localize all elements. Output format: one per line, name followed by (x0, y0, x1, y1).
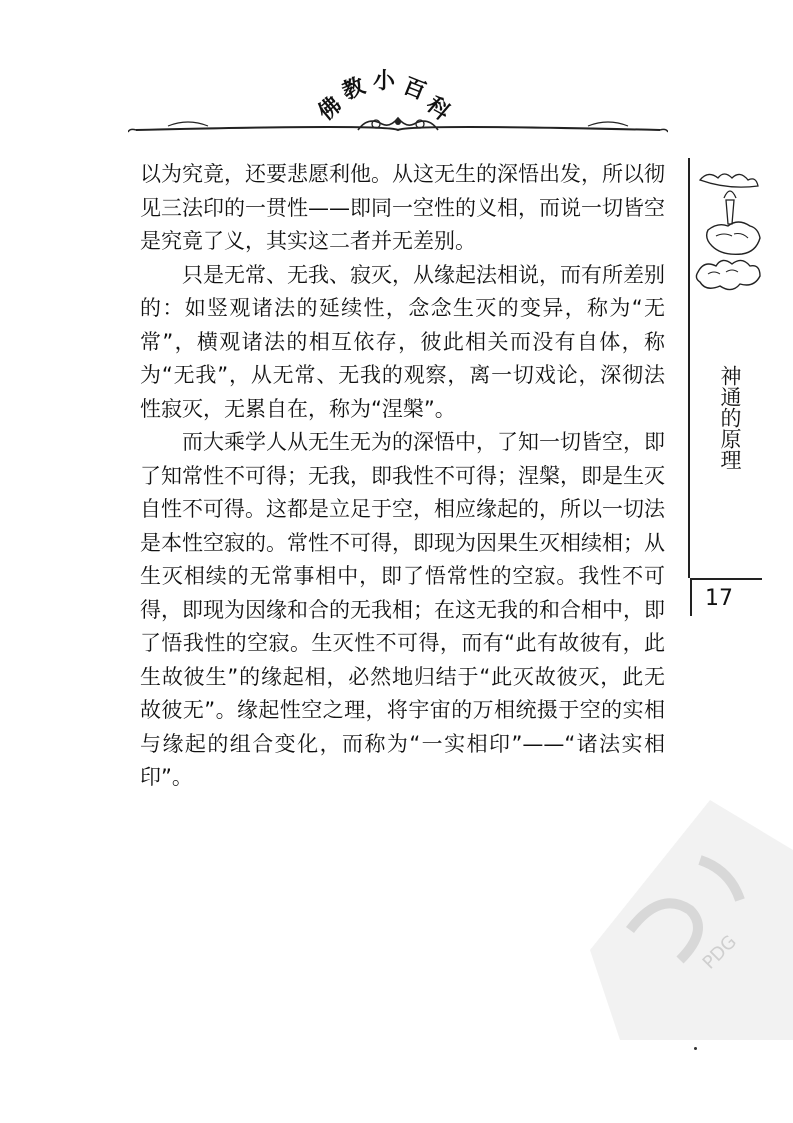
watermark-text: PDG (698, 931, 741, 974)
page-number-rule (690, 578, 762, 580)
page-number-rail (690, 578, 692, 616)
body-text (140, 158, 665, 795)
paragraph-2: 只是无常、无我、寂灭，从缘起法相说，而有所差别的：如竖观诸法的延续性，念念生灭的变异，称为“无常”，横观诸法的相互依存，彼此相关而没有自体，称为“无我”，从无常、无我的观察，离一切戏论，深彻法性寂灭，无累自在，称为“涅槃”。 (140, 262, 665, 421)
series-title-char-3: 小 (373, 68, 396, 94)
paragraph-1: 以为究竟，还要悲愿利他。从这无生的深悟出发，所以彻见三法印的一贯性——即同一空性的义相，而说一切皆空是究竟了义，其实这二者并无差别。 (140, 162, 665, 253)
chapter-title: 神通的原理 (718, 365, 742, 470)
paragraph-3: 而大乘学人从无生无为的深悟中，了知一切皆空，即了知常性不可得；无我，即我性不可得；涅槃，即是生灭自性不可得。这都是立足于空，相应缘起的，所以一切法是本性空寂的。常性不可得，即现为因果生灭相续相；从生灭相续的无常事相中，即了悟常性的空寂。我性不可得，即现为因缘和合的无我相；在这无我的和合相中，即了悟我性的空寂。生灭性不可得，而有“此有故彼有，此生故彼生”的缘起相，必然地归结于“此灭故彼灭，此无故彼无”。缘起性空之理，将宇宙的万相统摄于空的实相与缘起的组合变化，而称为“一实相印”——“诸法实相印”。 (140, 430, 665, 789)
series-title-char-1: 佛 (313, 91, 347, 126)
page-number: 17 (705, 586, 733, 611)
series-title-char-2: 教 (338, 72, 369, 106)
header-ornament (128, 52, 668, 152)
hand-holding-vajra-icon (690, 160, 790, 320)
series-title-char-4: 百 (399, 72, 430, 106)
page-header (128, 52, 668, 152)
stray-mark (694, 1047, 697, 1050)
series-title-char-5: 科 (421, 91, 455, 126)
pdg-watermark-stamp (560, 780, 793, 1040)
